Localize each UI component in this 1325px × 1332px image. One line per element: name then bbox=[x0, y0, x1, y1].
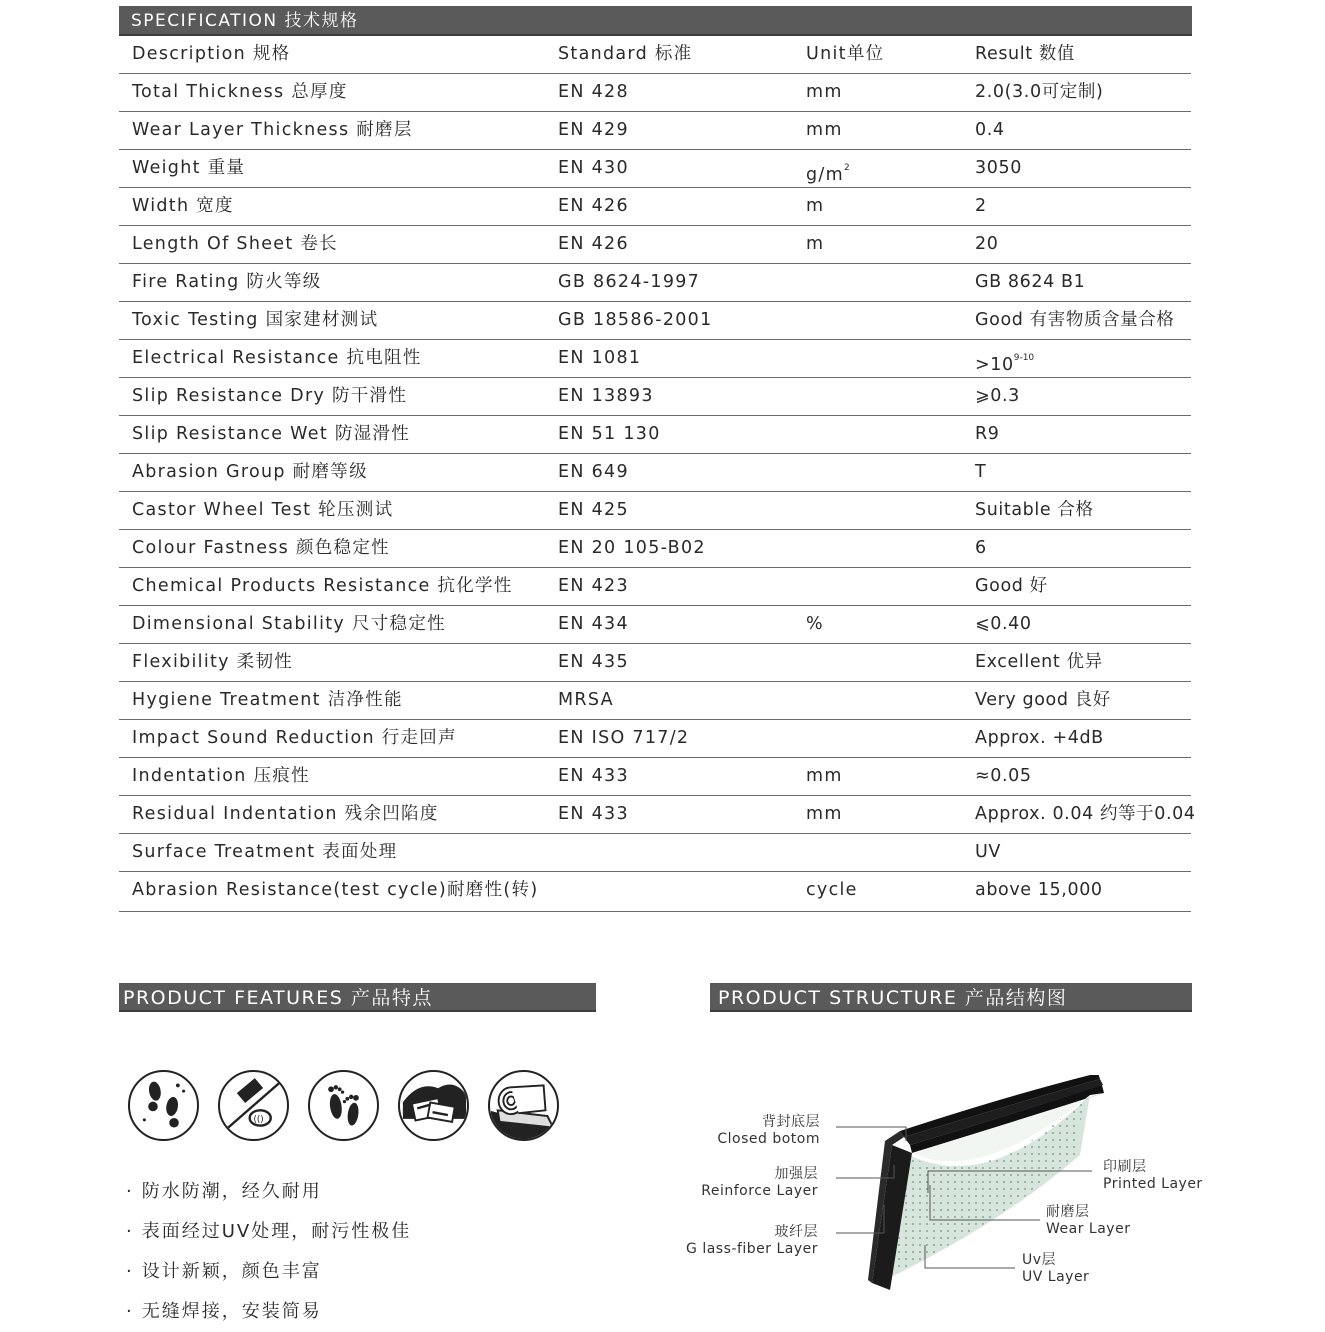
glass-fiber-en: G lass-fiber Layer bbox=[686, 1241, 818, 1257]
cell-description: Width 宽度 bbox=[132, 196, 234, 216]
feature-item: · 防水防潮，经久耐用 bbox=[126, 1172, 411, 1212]
cell-description: Abrasion Resistance(test cycle)耐磨性(转) bbox=[132, 880, 539, 900]
feature-item: · 设计新颖，颜色丰富 bbox=[126, 1252, 411, 1292]
cell-standard: EN 428 bbox=[558, 82, 629, 102]
superscript: 9-10 bbox=[1013, 353, 1035, 363]
table-row bbox=[119, 150, 1191, 188]
cell-unit: mm bbox=[806, 766, 843, 786]
table-row bbox=[119, 872, 1191, 912]
superscript: 2 bbox=[843, 163, 850, 173]
table-row bbox=[119, 682, 1191, 720]
table-row bbox=[119, 112, 1191, 150]
cell-result: Good 好 bbox=[975, 576, 1048, 596]
cell-description: Electrical Resistance 抗电阻性 bbox=[132, 348, 422, 368]
cell-result: 6 bbox=[975, 538, 987, 558]
table-row bbox=[119, 492, 1191, 530]
specification-title: SPECIFICATION 技术规格 bbox=[131, 11, 359, 31]
cell-standard: EN ISO 717/2 bbox=[558, 728, 690, 748]
header-unit: Unit单位 bbox=[806, 44, 885, 64]
cell-standard: EN 430 bbox=[558, 158, 629, 178]
table-row bbox=[119, 74, 1191, 112]
cell-result: Very good 良好 bbox=[975, 690, 1111, 710]
cell-description: Hygiene Treatment 洁净性能 bbox=[132, 690, 403, 710]
cell-description: Surface Treatment 表面处理 bbox=[132, 842, 398, 862]
features-title: PRODUCT FEATURES 产品特点 bbox=[123, 987, 433, 1009]
cell-result: ⩾0.3 bbox=[975, 386, 1020, 406]
cell-standard: EN 429 bbox=[558, 120, 629, 140]
cell-unit: mm bbox=[806, 120, 843, 140]
cell-standard: EN 433 bbox=[558, 804, 629, 824]
cell-standard: EN 13893 bbox=[558, 386, 654, 406]
cell-result: 0.4 bbox=[975, 120, 1005, 140]
cell-result: Approx. 0.04 约等于0.04 bbox=[975, 804, 1196, 824]
cell-result: Good 有害物质含量合格 bbox=[975, 310, 1175, 330]
cell-result: Suitable 合格 bbox=[975, 500, 1094, 520]
cell-result: 3050 bbox=[975, 158, 1022, 178]
cell-standard: EN 426 bbox=[558, 196, 629, 216]
reinforce-layer-label bbox=[701, 1166, 818, 1200]
structure-diagram bbox=[680, 1075, 1220, 1300]
cell-result: Excellent 优异 bbox=[975, 652, 1103, 672]
table-row bbox=[119, 568, 1191, 606]
reinforce-en: Reinforce Layer bbox=[701, 1183, 818, 1199]
table-row bbox=[119, 530, 1191, 568]
svg-text:((): (() bbox=[253, 1114, 264, 1125]
closed-bottom-label bbox=[717, 1114, 820, 1148]
printed-layer-label bbox=[1103, 1159, 1203, 1193]
cell-description: Toxic Testing 国家建材测试 bbox=[132, 310, 379, 330]
cell-result: ≈0.05 bbox=[975, 766, 1032, 786]
table-row bbox=[119, 796, 1196, 834]
cell-description: Castor Wheel Test 轮压测试 bbox=[132, 500, 394, 520]
barefoot-comfort-icon bbox=[308, 1070, 379, 1141]
structure-title: PRODUCT STRUCTURE 产品结构图 bbox=[718, 987, 1068, 1009]
closed-bottom-cn: 背封底层 bbox=[762, 1114, 820, 1130]
feature-icons bbox=[128, 1070, 568, 1146]
cell-standard: EN 649 bbox=[558, 462, 629, 482]
table-row bbox=[119, 606, 1191, 644]
cell-description: Dimensional Stability 尺寸稳定性 bbox=[132, 614, 446, 634]
header-description: Description 规格 bbox=[132, 44, 291, 64]
cell-standard: EN 426 bbox=[558, 234, 629, 254]
roll-welding-icon bbox=[488, 1070, 559, 1141]
table-header-row bbox=[119, 36, 1191, 74]
table-row bbox=[119, 416, 1191, 454]
specification-title-bar bbox=[119, 6, 1192, 36]
cell-description: Flexibility 柔韧性 bbox=[132, 652, 294, 672]
table-row bbox=[119, 226, 1191, 264]
cell-description: Residual Indentation 残余凹陷度 bbox=[132, 804, 439, 824]
cell-unit: $g/m^2$ bbox=[806, 163, 850, 185]
table-row bbox=[119, 378, 1191, 416]
cell-description: Colour Fastness 颜色稳定性 bbox=[132, 538, 390, 558]
cell-result: ⩽0.40 bbox=[975, 614, 1032, 634]
cell-description: Length Of Sheet 卷长 bbox=[132, 234, 338, 254]
uv-cn: Uv层 bbox=[1022, 1252, 1057, 1268]
design-variety-icon bbox=[398, 1070, 469, 1141]
table-row bbox=[119, 340, 1191, 378]
cell-description: Fire Rating 防火等级 bbox=[132, 272, 322, 292]
cell-description: Slip Resistance Wet 防湿滑性 bbox=[132, 424, 411, 444]
cell-description: Weight 重量 bbox=[132, 158, 246, 178]
wear-en: Wear Layer bbox=[1046, 1221, 1131, 1237]
cell-unit: cycle bbox=[806, 880, 858, 900]
feature-item: · 无缝焊接，安装简易 bbox=[126, 1292, 411, 1332]
cell-standard: MRSA bbox=[558, 690, 614, 710]
wear-layer-label bbox=[1046, 1204, 1130, 1238]
cell-result: Approx. +4dB bbox=[975, 728, 1104, 748]
cell-result: R9 bbox=[975, 424, 1000, 444]
cell-result: GB 8624 B1 bbox=[975, 272, 1086, 292]
cell-description: Abrasion Group 耐磨等级 bbox=[132, 462, 368, 482]
header-standard: Standard 标准 bbox=[558, 44, 693, 64]
table-row bbox=[119, 758, 1191, 796]
cell-standard: EN 433 bbox=[558, 766, 629, 786]
table-row bbox=[119, 720, 1191, 758]
cell-description: Total Thickness 总厚度 bbox=[132, 82, 348, 102]
cell-result: 20 bbox=[975, 234, 999, 254]
cell-unit: m bbox=[806, 196, 825, 216]
cell-standard: EN 1081 bbox=[558, 348, 642, 368]
cell-standard: EN 435 bbox=[558, 652, 629, 672]
table-row bbox=[119, 834, 1191, 872]
uv-layer-label bbox=[1022, 1252, 1089, 1286]
glass-fiber-cn: 玻纤层 bbox=[774, 1224, 818, 1240]
cell-standard: EN 434 bbox=[558, 614, 629, 634]
reinforce-cn: 加强层 bbox=[774, 1166, 818, 1182]
uv-en: UV Layer bbox=[1022, 1269, 1090, 1285]
cell-result: 2.0(3.0可定制) bbox=[975, 82, 1104, 102]
cell-description: Chemical Products Resistance 抗化学性 bbox=[132, 576, 513, 596]
cell-standard: EN 423 bbox=[558, 576, 629, 596]
table-row bbox=[119, 644, 1191, 682]
cell-standard: EN 51 130 bbox=[558, 424, 661, 444]
stain-resistant-icon bbox=[218, 1070, 289, 1141]
cell-description: Impact Sound Reduction 行走回声 bbox=[132, 728, 457, 748]
cell-standard: GB 8624-1997 bbox=[558, 272, 701, 292]
table-row bbox=[119, 454, 1191, 492]
cell-result: 2 bbox=[975, 196, 987, 216]
closed-bottom-en: Closed botom bbox=[717, 1131, 820, 1147]
table-row bbox=[119, 302, 1191, 340]
cell-standard: EN 425 bbox=[558, 500, 629, 520]
printed-en: Printed Layer bbox=[1103, 1176, 1203, 1192]
glass-fiber-layer-label bbox=[686, 1224, 818, 1258]
cell-unit: mm bbox=[806, 804, 843, 824]
structure-title-bar bbox=[710, 983, 1192, 1012]
cell-result: T bbox=[975, 462, 987, 482]
cell-unit: m bbox=[806, 234, 825, 254]
cell-description: Slip Resistance Dry 防干滑性 bbox=[132, 386, 408, 406]
printed-cn: 印刷层 bbox=[1103, 1159, 1147, 1175]
table-body bbox=[119, 74, 1196, 912]
cell-unit: % bbox=[806, 614, 824, 634]
cell-standard: EN 20 105-B02 bbox=[558, 538, 706, 558]
features-title-bar bbox=[119, 983, 596, 1012]
feature-item: · 表面经过UV处理，耐污性极佳 bbox=[126, 1212, 411, 1252]
cell-description: Wear Layer Thickness 耐磨层 bbox=[132, 120, 413, 140]
cell-result: UV bbox=[975, 842, 1001, 862]
cell-standard: GB 18586-2001 bbox=[558, 310, 713, 330]
cell-description: Indentation 压痕性 bbox=[132, 766, 310, 786]
table-row bbox=[119, 264, 1191, 302]
specification-table bbox=[119, 36, 1196, 912]
features-list bbox=[126, 1172, 411, 1332]
cell-unit: mm bbox=[806, 82, 843, 102]
cell-result: $>10^{9-10}$ bbox=[975, 353, 1035, 375]
cell-result: above 15,000 bbox=[975, 880, 1103, 900]
wear-cn: 耐磨层 bbox=[1046, 1204, 1090, 1220]
waterproof-footprints-icon bbox=[128, 1070, 199, 1141]
table-row bbox=[119, 188, 1191, 226]
header-result: Result 数值 bbox=[975, 44, 1076, 64]
